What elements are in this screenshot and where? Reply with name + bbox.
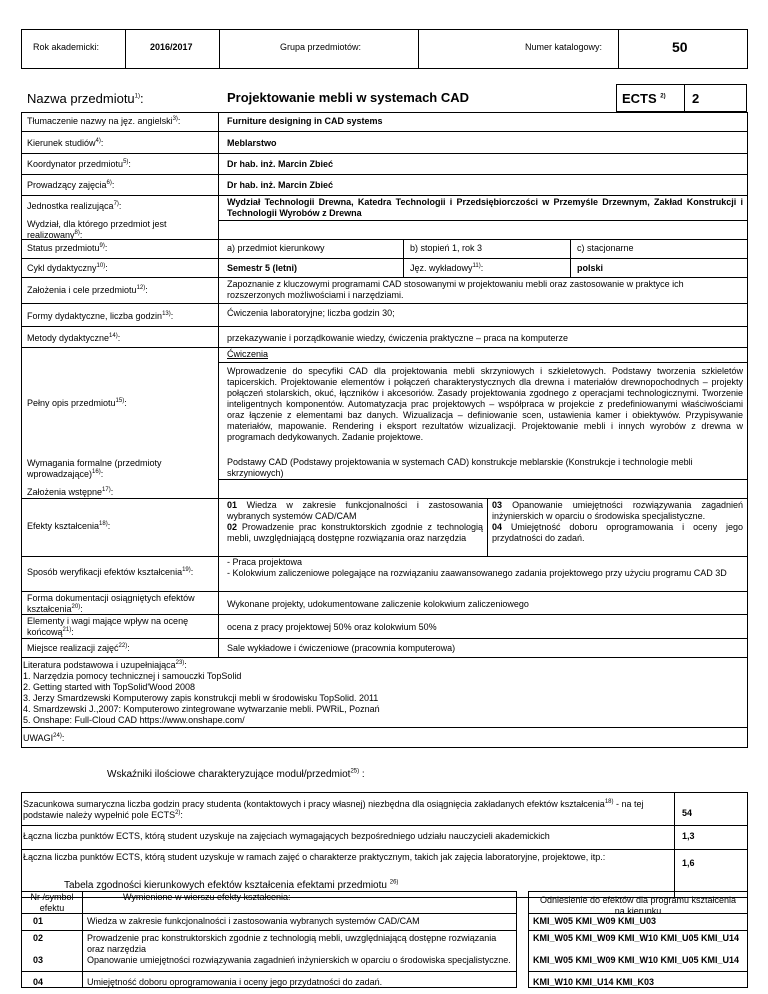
subject-name-label: Nazwa przedmiotu$^{1)}$: [27,91,144,106]
status-c: c) stacjonarne [577,243,634,253]
effects-col1-header: Nr /symbol efektu [30,892,74,913]
coordinator-label: Koordynator przedmiotu$^{5)}$: [27,159,131,169]
effects-row-text: Wiedza w zakresie funkcjonalności i zastosowania wybranych systemów CAD/CAM [87,916,420,926]
indicator-row2-value: 1,3 [682,831,695,841]
year-label: Rok akademicki: [33,42,100,52]
indicator-row2-label: Łączna liczba punktów ECTS, którą student uzyskuje na zajęciach wymagających bezpośredniego udziału nauczycieli akademickich [23,831,550,841]
indicator-row3-value: 1,6 [682,858,695,868]
literature-item: 2. Getting started with TopSolid'Wood 2008 [23,682,195,692]
faculty-label: Wydział, dla którego przedmiot jest realizowany$^{8)}$: [27,219,167,240]
forms-label: Formy dydaktyczne, liczba godzin$^{13)}$: [27,311,174,321]
grading-label: Elementy i wagi mające wpływ na ocenę końcową$^{21)}$: [27,616,189,637]
effects-row-ref: KMI_W10 KMI_U14 KMI_K03 [533,977,655,987]
methods-value: przekazywanie i porządkowanie wiedzy, ćwiczenia praktyczne – praca na komputerze [227,333,568,343]
indicators-title: Wskaźniki ilościowe charakteryzujące moduł/przedmiot$^{25)}$ : [107,768,365,780]
effects-row-ref: KMI_W05 KMI_W09 KMI_W10 KMI_U05 KMI_U14 [533,933,740,943]
effects-row-num: 03 [33,955,44,965]
language-label: Jęz. wykładowy$^{11)}$: [410,263,484,273]
literature-item: 1. Narzędzia pomocy technicznej i samouczki TopSolid [23,671,242,681]
ects-label: ECTS $^{2)}$ [622,91,666,106]
full-label: Pełny opis przedmiotu$^{15)}$: [27,398,127,408]
formal-value: Podstawy CAD (Podstawy projektowania w systemach CAD) konstrukcje meblarskie (Konstrukcje i technologie mebli skrzyniowych) [227,457,693,478]
literature-item: 3. Jerzy Smardzewski Komputerowy zapis konstrukcji mebli w środowisku TopSolid. 2011 [23,693,379,703]
year-value: 2016/2017 [150,42,193,52]
forms-value: Ćwiczenia laboratoryjne; liczba godzin 30; [227,308,395,318]
goals-label: Założenia i cele przedmiotu$^{12)}$: [27,285,148,295]
header-box [21,29,748,69]
verification-label: Sposób weryfikacji efektów kształcenia$^{19)}$: [27,567,194,577]
status-b: b) stopień 1, rok 3 [410,243,483,253]
group-label: Grupa przedmiotów: [280,42,362,52]
direction-value: Meblarstwo [227,138,277,148]
cycle-label: Cykl dydaktyczny$^{10)}$: [27,263,108,273]
indicator-row3-label: Łączna liczba punktów ECTS, którą student uzyskuje w ramach zajęć o charakterze praktycznym, takich jak zajęcia laboratoryjne, projektowe, itp.: [23,852,606,862]
effects-row-ref: KMI_W05 KMI_W09 KMI_W10 KMI_U05 KMI_U14 [533,955,740,965]
documentation-label: Forma dokumentacji osiągniętych efektów kształcenia$^{20)}$: [27,593,195,614]
verification-2: - Kolokwium zaliczeniowe polegające na rozwiązaniu zaawansowanego zadania projektowego przy użyciu programu CAD 3D [227,568,727,578]
language-value: polski [577,263,604,273]
full-heading: Ćwiczenia [227,349,269,359]
literature-label: Literatura podstawowa i uzupełniająca$^{23)}$: [23,660,187,670]
effects-row-num: 02 [33,933,44,943]
effects-col2-header: Wymienione w wierszu efekty kształcenia: [123,892,291,902]
coordinator-value: Dr hab. inż. Marcin Zbieć [227,159,334,169]
indicator-row1-value: 54 [682,808,693,818]
teacher-label: Prowadzący zajęcia$^{6)}$: [27,180,115,190]
effects-row-ref: KMI_W05 KMI_W09 KMI_U03 [533,916,657,926]
catalog-value: 50 [672,39,688,55]
documentation-value: Wykonane projekty, udokumentowane zaliczenie kolokwium zaliczeniowego [227,599,529,609]
initial-label: Założenia wstępne$^{17)}$: [27,487,114,497]
full-value: Wprowadzenie do specyfiki CAD dla projektowania mebli skrzyniowych i szkieletowych. Podstawy tworzenia szkieletów tapicerskich. Projektowanie elementów i połączeń charakterystycznych dla drewna i materiałów drewnopochodnych – projekty połączeń stolarskich, okuć, łączników i akcesoriów. Zasady projektowania zgodnego z operacjami technologicznymi. Tworzenie inteligentnych komponentów. Automatyzacja prac projektowych – współpraca w projekcie z predefiniowanymi właściwościami oraz łączenie z elementami baz danych. Wizualizacja – definiowanie scen, ustawienia kamer i obiektywów. Przypisywanie materiałów, mapowanie. Rendering i eksport rezultatów wizualizacji. Projektowanie mebli i innych wyrobów z drewna w programach dedykowanych. Zadanie projektowe. [227,366,743,442]
methods-label: Metody dydaktyczne$^{14)}$: [27,333,121,343]
effects-table-title: Tabela zgodności kierunkowych efektów kształcenia efektami przedmiotu $^{26)}$ [64,879,399,891]
status-a: a) przedmiot kierunkowy [227,243,325,253]
unit-value: Wydział Technologii Drewna, Katedra Technologii i Przedsiębiorczości w Przemyśle Drzewnym, Zakład Konstrukcji i Technologii Wyrobów z Drewna [227,197,743,218]
effects-row-text: Opanowanie umiejętności rozwiązywania zagadnień inżynierskich w oparciu o środowiska specjalistyczne. [87,955,511,965]
catalog-label: Numer katalogowy: [525,42,603,52]
literature-item: 5. Onshape: Full-Cloud CAD https://www.onshape.com/ [23,715,245,725]
effects-left: 01 Wiedza w zakresie funkcjonalności i zastosowania wybranych systemów CAD/CAM 02 Prowadzenie prac konstruktorskich zgodnie z technologią mebli, uwzględniającą dostępne rozwiązania oraz narzędzia [227,500,483,543]
notes-label: UWAGI$^{24)}$: [23,733,65,743]
translation-label: Tłumaczenie nazwy na jęz. angielski$^{3)}$: [27,116,181,126]
goals-value: Zapoznanie z kluczowymi programami CAD stosowanymi w projektowaniu mebli oraz zastosowanie w praktyce ich rozszerzonych możliwościami i narzędziami. [227,279,684,300]
verification-1: - Praca projektowa [227,557,303,567]
main-form-box [21,112,748,748]
place-label: Miejsce realizacji zajęć$^{22)}$: [27,643,130,653]
grading-value: ocena z pracy projektowej 50% oraz kolokwium 50% [227,622,437,632]
subject-name-value: Projektowanie mebli w systemach CAD [227,90,470,105]
effects-label: Efekty kształcenia$^{18)}$: [27,521,111,531]
direction-label: Kierunek studiów$^{4)}$: [27,138,104,148]
unit-label: Jednostka realizująca$^{7)}$: [27,201,122,211]
place-value: Sale wykładowe i ćwiczeniowe (pracownia komputerowa) [227,643,456,653]
effects-row-num: 01 [33,916,44,926]
indicator-row1-label: Szacunkowa sumaryczna liczba godzin pracy studenta (kontaktowych i pracy własnej) niezbędna dla osiągnięcia zakładanych efektów kształcenia$^{18)}$ - na tej podstawie należy wypełnić pole ECTS$^{2)}$: [23,799,644,820]
translation-value: Furniture designing in CAD systems [227,116,383,126]
status-label: Status przedmiotu$^{9)}$: [27,243,108,253]
ects-value: 2 [692,91,700,106]
literature-item: 4. Smardzewski J.,2007: Komputerowo zintegrowane wytwarzanie mebli. PWRiL, Poznań [23,704,380,714]
cycle-value: Semestr 5 (letni) [227,263,298,273]
teacher-value: Dr hab. inż. Marcin Zbieć [227,180,334,190]
effects-row-text: Umiejętność doboru oprogramowania i oceny jego przydatności do zadań. [87,977,383,987]
effects-row-num: 04 [33,977,44,987]
effects-row-text: Prowadzenie prac konstruktorskich zgodnie z technologią mebli, uwzględniającą dostępne rozwiązania oraz narzędzia [87,933,497,954]
effects-right: 03 Opanowanie umiejętności rozwiązywania zagadnień inżynierskich w oparciu o środowiska specjalistyczne. 04 Umiejętność doboru oprogramowania i oceny jego przydatności do zadań. [492,500,743,543]
effects-col3-header: Odniesienie do efektów dla programu kształcenia na kierunku [539,895,737,916]
formal-label: Wymagania formalne (przedmioty wprowadzające)$^{16)}$: [27,458,162,479]
